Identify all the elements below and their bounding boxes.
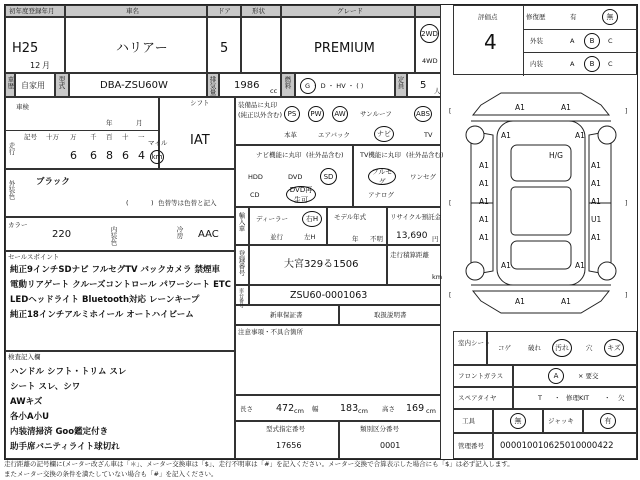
right-hand: 右H bbox=[305, 215, 319, 223]
tools-label: 工具 bbox=[462, 417, 475, 425]
notes-label: 注意事項・不具合箇所 bbox=[238, 328, 303, 336]
grade-cell bbox=[281, 17, 415, 73]
use-cell bbox=[15, 73, 55, 97]
inspection-month: 月 bbox=[136, 119, 143, 127]
digit-2: 6 bbox=[90, 149, 97, 162]
inspection-note-5: 内装清掃済 Goo鑑定付き bbox=[10, 427, 109, 437]
exterior-color: ブラック bbox=[36, 177, 70, 187]
int-c: C bbox=[608, 60, 613, 68]
dmg-8: A1 bbox=[591, 179, 601, 188]
pw-circle bbox=[308, 106, 324, 122]
unit-1: 十万 bbox=[46, 133, 59, 141]
dmg-13: A1 bbox=[479, 233, 489, 242]
inspection-notes-label: 検査記入欄 bbox=[8, 353, 41, 361]
seat-label-cell bbox=[453, 331, 491, 365]
equip-ps: PS bbox=[287, 110, 297, 118]
sales-line-3: LEDヘッドライト Bluetooth対応 レーンキープ bbox=[10, 295, 200, 305]
int-b-circle bbox=[584, 56, 600, 72]
spare-cell bbox=[513, 387, 637, 409]
plate-cell bbox=[249, 245, 387, 285]
capacity-label: 定員 bbox=[396, 76, 405, 89]
fuel-options: G ・ D ・ HV ・ ( ) bbox=[305, 82, 364, 90]
mgmt-label: 管理番号 bbox=[458, 442, 484, 450]
classify-label: 車歴 bbox=[6, 76, 15, 89]
score-label: 評価点 bbox=[478, 13, 498, 21]
appraisal-sheet bbox=[4, 4, 638, 460]
equip-aw: AW bbox=[334, 110, 346, 118]
interior-grade-row bbox=[524, 53, 638, 76]
jack-value: 有 bbox=[604, 417, 612, 425]
grade-value: PREMIUM bbox=[314, 41, 375, 56]
car-diagram bbox=[441, 75, 637, 331]
drive-2wd: 2WD bbox=[421, 29, 438, 38]
unit-3: 千 bbox=[90, 133, 97, 141]
inspection-label: 車検 bbox=[16, 103, 29, 111]
model-year-label: モデル年式 bbox=[334, 213, 367, 221]
shift-block bbox=[159, 97, 235, 169]
drive-header bbox=[415, 5, 441, 17]
width-unit: cm bbox=[358, 407, 368, 415]
length-unit: cm bbox=[294, 407, 304, 415]
model-year-unknown: 不明 bbox=[370, 235, 383, 243]
exterior-note: 色替等は色替と記入 bbox=[158, 199, 217, 207]
inspection-note-1: ハンドル シフト・トリム スレ bbox=[10, 367, 127, 377]
svg-text:[: [ bbox=[449, 200, 452, 207]
car-name-header bbox=[65, 5, 207, 17]
nav-hdd: HDD bbox=[248, 173, 263, 181]
seat-tear: 破れ bbox=[528, 344, 541, 352]
use-value: 自家用 bbox=[21, 81, 45, 90]
total-distance-label: 走行積算距離 bbox=[390, 251, 429, 259]
model-year-year: 年 bbox=[352, 235, 359, 243]
equip-leather: 本革 bbox=[284, 131, 297, 139]
paren-open: ( bbox=[126, 199, 129, 207]
repair-history-label: 修復歴 bbox=[526, 13, 546, 21]
sales-point-label: セールスポイント bbox=[8, 253, 60, 261]
plate-number: 大宮329る1506 bbox=[284, 259, 359, 270]
cc-unit: cc bbox=[270, 87, 278, 95]
glass-a: A bbox=[553, 372, 559, 380]
shift-label: シフト bbox=[190, 99, 210, 107]
capacity-cell bbox=[407, 73, 441, 97]
equipment-label: 装備品に丸印 bbox=[238, 101, 277, 109]
nav-sd-circle bbox=[320, 168, 337, 185]
repair-no: 無 bbox=[606, 13, 614, 21]
dmg-2: A1 bbox=[561, 103, 571, 112]
exterior-label: 外装色 bbox=[7, 180, 16, 200]
recycle-cell bbox=[387, 207, 441, 245]
shape-cell bbox=[241, 17, 281, 73]
height-unit: cm bbox=[426, 407, 436, 415]
glass-x: × 要交 bbox=[578, 372, 599, 380]
jack-label-cell bbox=[543, 409, 583, 433]
ext-c: C bbox=[608, 37, 613, 45]
import-dealer: ディーラー bbox=[256, 215, 288, 223]
tv-note: (社外品含む) bbox=[406, 151, 444, 159]
drive-2wd-circle bbox=[420, 24, 439, 43]
recycle-yen: 円 bbox=[432, 235, 439, 243]
abs-circle bbox=[414, 106, 432, 122]
int-a: A bbox=[570, 60, 575, 68]
tv-fullseg-circle bbox=[368, 168, 396, 185]
inspection-year: 年 bbox=[106, 119, 113, 127]
seat-stain: 汚れ bbox=[555, 344, 569, 352]
height-value: 169 bbox=[406, 403, 425, 414]
tv-fullseg: フルセグ bbox=[371, 167, 393, 186]
footer-line-2: またメーター交換の条件を満たしていない場合も「#」を記入ください。 bbox=[4, 470, 218, 478]
svg-text:]: ] bbox=[625, 292, 628, 299]
car-name-cell bbox=[65, 17, 207, 73]
spare-dot-1: ・ bbox=[554, 394, 561, 402]
dmg-3: A1 bbox=[501, 131, 511, 140]
dmg-10: A1 bbox=[591, 197, 601, 206]
displacement-cell bbox=[219, 73, 281, 97]
dmg-12: U1 bbox=[591, 215, 602, 224]
exterior-grade-label: 外装 bbox=[530, 37, 543, 45]
sales-line-2: 電動リアゲート クルーズコントロール パワーシート ETC bbox=[10, 280, 231, 290]
repair-yes: 有 bbox=[570, 13, 577, 21]
ext-a: A bbox=[570, 37, 575, 45]
reg-month-unit: 月 bbox=[42, 61, 50, 70]
import-label-cell bbox=[235, 207, 249, 245]
reg-date-header bbox=[5, 5, 65, 17]
type-label: 型式 bbox=[57, 76, 66, 89]
nav-note: (社外品含む) bbox=[306, 151, 344, 159]
car-name-label: 車名 bbox=[126, 7, 139, 15]
height-label: 高さ bbox=[382, 405, 395, 413]
recycle-label: リサイクル預託金 bbox=[390, 213, 442, 221]
seat-hole: 穴 bbox=[586, 344, 593, 352]
dmg-1: A1 bbox=[515, 103, 525, 112]
nav-sd: SD bbox=[323, 172, 334, 181]
shape-label: 形状 bbox=[252, 7, 265, 15]
int-b: B bbox=[589, 60, 595, 68]
score-value: 4 bbox=[484, 30, 497, 54]
new-warranty-label: 新車保証書 bbox=[270, 311, 303, 319]
svg-text:]: ] bbox=[625, 108, 628, 115]
digit-4: 6 bbox=[122, 149, 129, 162]
door-cell bbox=[207, 17, 241, 73]
tv-oneseg: ワンセグ bbox=[410, 173, 436, 181]
color-code-block bbox=[5, 217, 235, 251]
inspection-note-3: AWキズ bbox=[10, 397, 43, 407]
glass-label-cell bbox=[453, 365, 513, 387]
glass-cell bbox=[513, 365, 637, 387]
dmg-5: A1 bbox=[479, 161, 489, 170]
chassis-label: 車台番号 bbox=[238, 288, 244, 308]
seat-burn: コゲ bbox=[498, 344, 511, 352]
approval-value: 17656 bbox=[276, 441, 302, 450]
grade-header bbox=[281, 5, 415, 17]
door-count: 5 bbox=[220, 41, 229, 56]
inspection-notes-block bbox=[5, 351, 235, 459]
ac-value: AAC bbox=[198, 229, 219, 240]
paren-close: ) bbox=[151, 199, 154, 207]
spare-t: T bbox=[538, 394, 542, 402]
dmg-14: A1 bbox=[591, 233, 601, 242]
equip-abs: ABS bbox=[416, 110, 430, 118]
glass-a-circle bbox=[548, 368, 564, 384]
nav-label: ナビ機能に丸印 bbox=[256, 151, 302, 159]
tv-label: TV機能に丸印 bbox=[360, 151, 401, 159]
svg-text:[: [ bbox=[449, 292, 452, 299]
total-km: km bbox=[432, 273, 443, 281]
score-cell bbox=[454, 6, 524, 76]
unit-6: 一 bbox=[138, 133, 145, 141]
grade-box bbox=[453, 5, 637, 75]
nav-block bbox=[235, 145, 353, 207]
navi-circle bbox=[374, 126, 394, 142]
grade-label: グレード bbox=[337, 7, 363, 15]
seat-stain-circle bbox=[552, 339, 572, 357]
ac-label: 冷房 bbox=[175, 226, 184, 239]
mile-unit: マイル bbox=[148, 139, 168, 147]
spare-label: スペアタイヤ bbox=[458, 394, 497, 402]
disp-label: 排気量 bbox=[208, 76, 217, 96]
dmg-hg: H/G bbox=[549, 151, 563, 160]
shift-value: IAT bbox=[190, 133, 210, 148]
model-code: DBA-ZSU60W bbox=[100, 80, 168, 91]
dims-block bbox=[235, 395, 441, 421]
sales-point-block bbox=[5, 251, 235, 351]
footer-line-1: 走行距離の記号欄に(メーター改ざん車は「＊」、メーター交換車は「$」、走行不明車は「#」を記入ください。メーター交換で合算表示した場合にも「$」は必ず記入します。 bbox=[4, 460, 514, 468]
left-hand: 左H bbox=[304, 233, 316, 241]
inspection-note-4: 各小A小U bbox=[10, 412, 49, 422]
seat-label: 室内シート bbox=[458, 339, 491, 347]
jack-cell bbox=[583, 409, 637, 433]
chassis-cell bbox=[249, 285, 441, 305]
right-hand-circle bbox=[302, 211, 322, 227]
reg-era: H25 bbox=[12, 41, 39, 56]
seat-cell bbox=[487, 331, 637, 365]
dmg-11: A1 bbox=[479, 215, 489, 224]
equip-sunroof: サンルーフ bbox=[360, 110, 392, 118]
manual-label: 取扱説明書 bbox=[374, 311, 407, 319]
length-value: 472 bbox=[276, 403, 295, 414]
seat-scratch-circle bbox=[604, 339, 624, 357]
inspection-note-6: 助手席バニティライト球切れ bbox=[10, 442, 120, 452]
digit-1: 6 bbox=[70, 149, 77, 162]
capacity-label-cell bbox=[395, 73, 407, 97]
door-header bbox=[207, 5, 241, 17]
dmg-9: A1 bbox=[479, 197, 489, 206]
chassis-value: ZSU60-0001063 bbox=[290, 290, 368, 301]
fuel-cell bbox=[295, 73, 395, 97]
model-year-cell bbox=[327, 207, 387, 245]
spare-dot-2: ・ bbox=[604, 394, 611, 402]
door-label: ドア bbox=[218, 7, 231, 15]
dmg-17: A1 bbox=[515, 297, 525, 306]
chassis-label-cell bbox=[235, 285, 249, 308]
import-cell bbox=[249, 207, 327, 245]
car-outline bbox=[441, 75, 637, 331]
digit-3: 8 bbox=[106, 149, 113, 162]
svg-text:]: ] bbox=[625, 200, 628, 207]
disp-label-cell bbox=[207, 73, 219, 97]
import-parallel: 並行 bbox=[270, 233, 283, 241]
category-value: 0001 bbox=[380, 441, 401, 450]
import-label: 輸入車 bbox=[237, 212, 246, 232]
ext-b: B bbox=[589, 37, 595, 45]
spare-kit: 修理KIT bbox=[566, 394, 590, 402]
approval-label: 型式指定番号 bbox=[266, 425, 305, 433]
spare-missing: 欠 bbox=[618, 394, 625, 402]
interior-grade-label: 内装 bbox=[530, 60, 543, 68]
dmg-4: A1 bbox=[575, 131, 585, 140]
svg-text:[: [ bbox=[449, 108, 452, 115]
unit-5: 十 bbox=[122, 133, 129, 141]
equipment-block bbox=[235, 97, 441, 145]
km-unit: km bbox=[151, 153, 163, 161]
drive-cell bbox=[415, 17, 441, 73]
tools-circle bbox=[510, 413, 526, 429]
unit-2: 万 bbox=[70, 133, 77, 141]
shape-header bbox=[241, 5, 281, 17]
reg-date-label: 初年度登録年月 bbox=[9, 7, 55, 15]
width-value: 183 bbox=[340, 403, 359, 414]
equip-navi: ナビ bbox=[377, 130, 391, 138]
tv-analog: アナログ bbox=[368, 191, 394, 199]
sales-line-4: 純正18インチアルミホイール オートハイビーム bbox=[10, 310, 194, 320]
capacity: 5 bbox=[420, 80, 427, 91]
reg-label-cell bbox=[235, 245, 249, 285]
exterior-block bbox=[5, 169, 235, 217]
dmg-15: A1 bbox=[501, 261, 511, 270]
car-name: ハリアー bbox=[116, 41, 168, 56]
new-warranty-cell bbox=[235, 305, 339, 325]
drive-4wd: 4WD bbox=[422, 57, 438, 65]
mileage-block bbox=[5, 97, 168, 169]
ps-circle bbox=[284, 106, 300, 122]
tv-block bbox=[353, 145, 444, 207]
approval-cell bbox=[235, 421, 339, 459]
persons-unit: 人 bbox=[434, 87, 441, 95]
digit-5: 4 bbox=[138, 149, 145, 162]
sales-line-1: 純正9インチSDナビ フルセグTV バックカメラ 禁煙車 bbox=[10, 265, 221, 275]
spare-label-cell bbox=[453, 387, 513, 409]
category-cell bbox=[339, 421, 441, 459]
repair-history-row bbox=[524, 6, 638, 30]
inspection-note-2: シート スレ、シワ bbox=[10, 382, 81, 392]
type-label-cell bbox=[55, 73, 69, 97]
manual-cell bbox=[339, 305, 441, 325]
reg-month: 12 bbox=[30, 61, 41, 70]
nav-dvd: DVD bbox=[288, 173, 303, 181]
model-code-cell bbox=[69, 73, 207, 97]
notes-block bbox=[235, 325, 441, 395]
equipment-note: (純正以外含む) bbox=[238, 111, 283, 119]
jack-label: ジャッキ bbox=[548, 417, 574, 425]
reg-date-cell bbox=[5, 17, 65, 73]
equip-airbag: エアバック bbox=[318, 131, 350, 139]
record-label: 記号 bbox=[24, 133, 37, 141]
length-label: 長さ bbox=[240, 405, 253, 413]
dmg-16: A1 bbox=[575, 261, 585, 270]
run-label: 走行 bbox=[7, 142, 16, 155]
aw-circle bbox=[332, 106, 348, 122]
glass-label: フロントガラス bbox=[458, 372, 504, 380]
dmg-7: A1 bbox=[479, 179, 489, 188]
width-label: 幅 bbox=[312, 405, 319, 413]
equip-tv: TV bbox=[424, 131, 433, 139]
color-code-label: カラー bbox=[8, 221, 28, 229]
category-label: 類別区分番号 bbox=[360, 425, 399, 433]
mgmt-value: 000010010625010000422 bbox=[500, 441, 614, 451]
ext-b-circle bbox=[584, 33, 600, 49]
nav-cd: CD bbox=[250, 191, 260, 199]
fuel-label: 燃料 bbox=[283, 76, 292, 89]
classify-label-cell bbox=[5, 73, 15, 97]
tools-cell bbox=[493, 409, 543, 433]
recycle-value: 13,690 bbox=[396, 231, 428, 241]
total-distance-cell bbox=[387, 245, 441, 285]
fuel-label-cell bbox=[281, 73, 295, 97]
color-code: 220 bbox=[52, 229, 72, 240]
reg-label: 登録番号 bbox=[237, 250, 246, 276]
tools-value: 無 bbox=[514, 417, 522, 425]
mgmt-label-cell bbox=[453, 433, 493, 459]
unit-4: 百 bbox=[106, 133, 113, 141]
dmg-6: A1 bbox=[591, 161, 601, 170]
interior-color-label: 内装色 bbox=[109, 226, 118, 246]
displacement: 1986 bbox=[234, 80, 260, 91]
nav-dvdplay: DVD再生可 bbox=[289, 185, 313, 204]
equip-pw: PW bbox=[310, 110, 322, 118]
nav-dvdplay-circle bbox=[286, 186, 316, 203]
jack-circle bbox=[600, 413, 616, 429]
repair-no-circle bbox=[602, 9, 618, 25]
tools-label-cell bbox=[453, 409, 493, 433]
exterior-grade-row bbox=[524, 30, 638, 53]
seat-scratch: キズ bbox=[607, 344, 621, 352]
mgmt-cell bbox=[493, 433, 637, 459]
dmg-18: A1 bbox=[561, 297, 571, 306]
